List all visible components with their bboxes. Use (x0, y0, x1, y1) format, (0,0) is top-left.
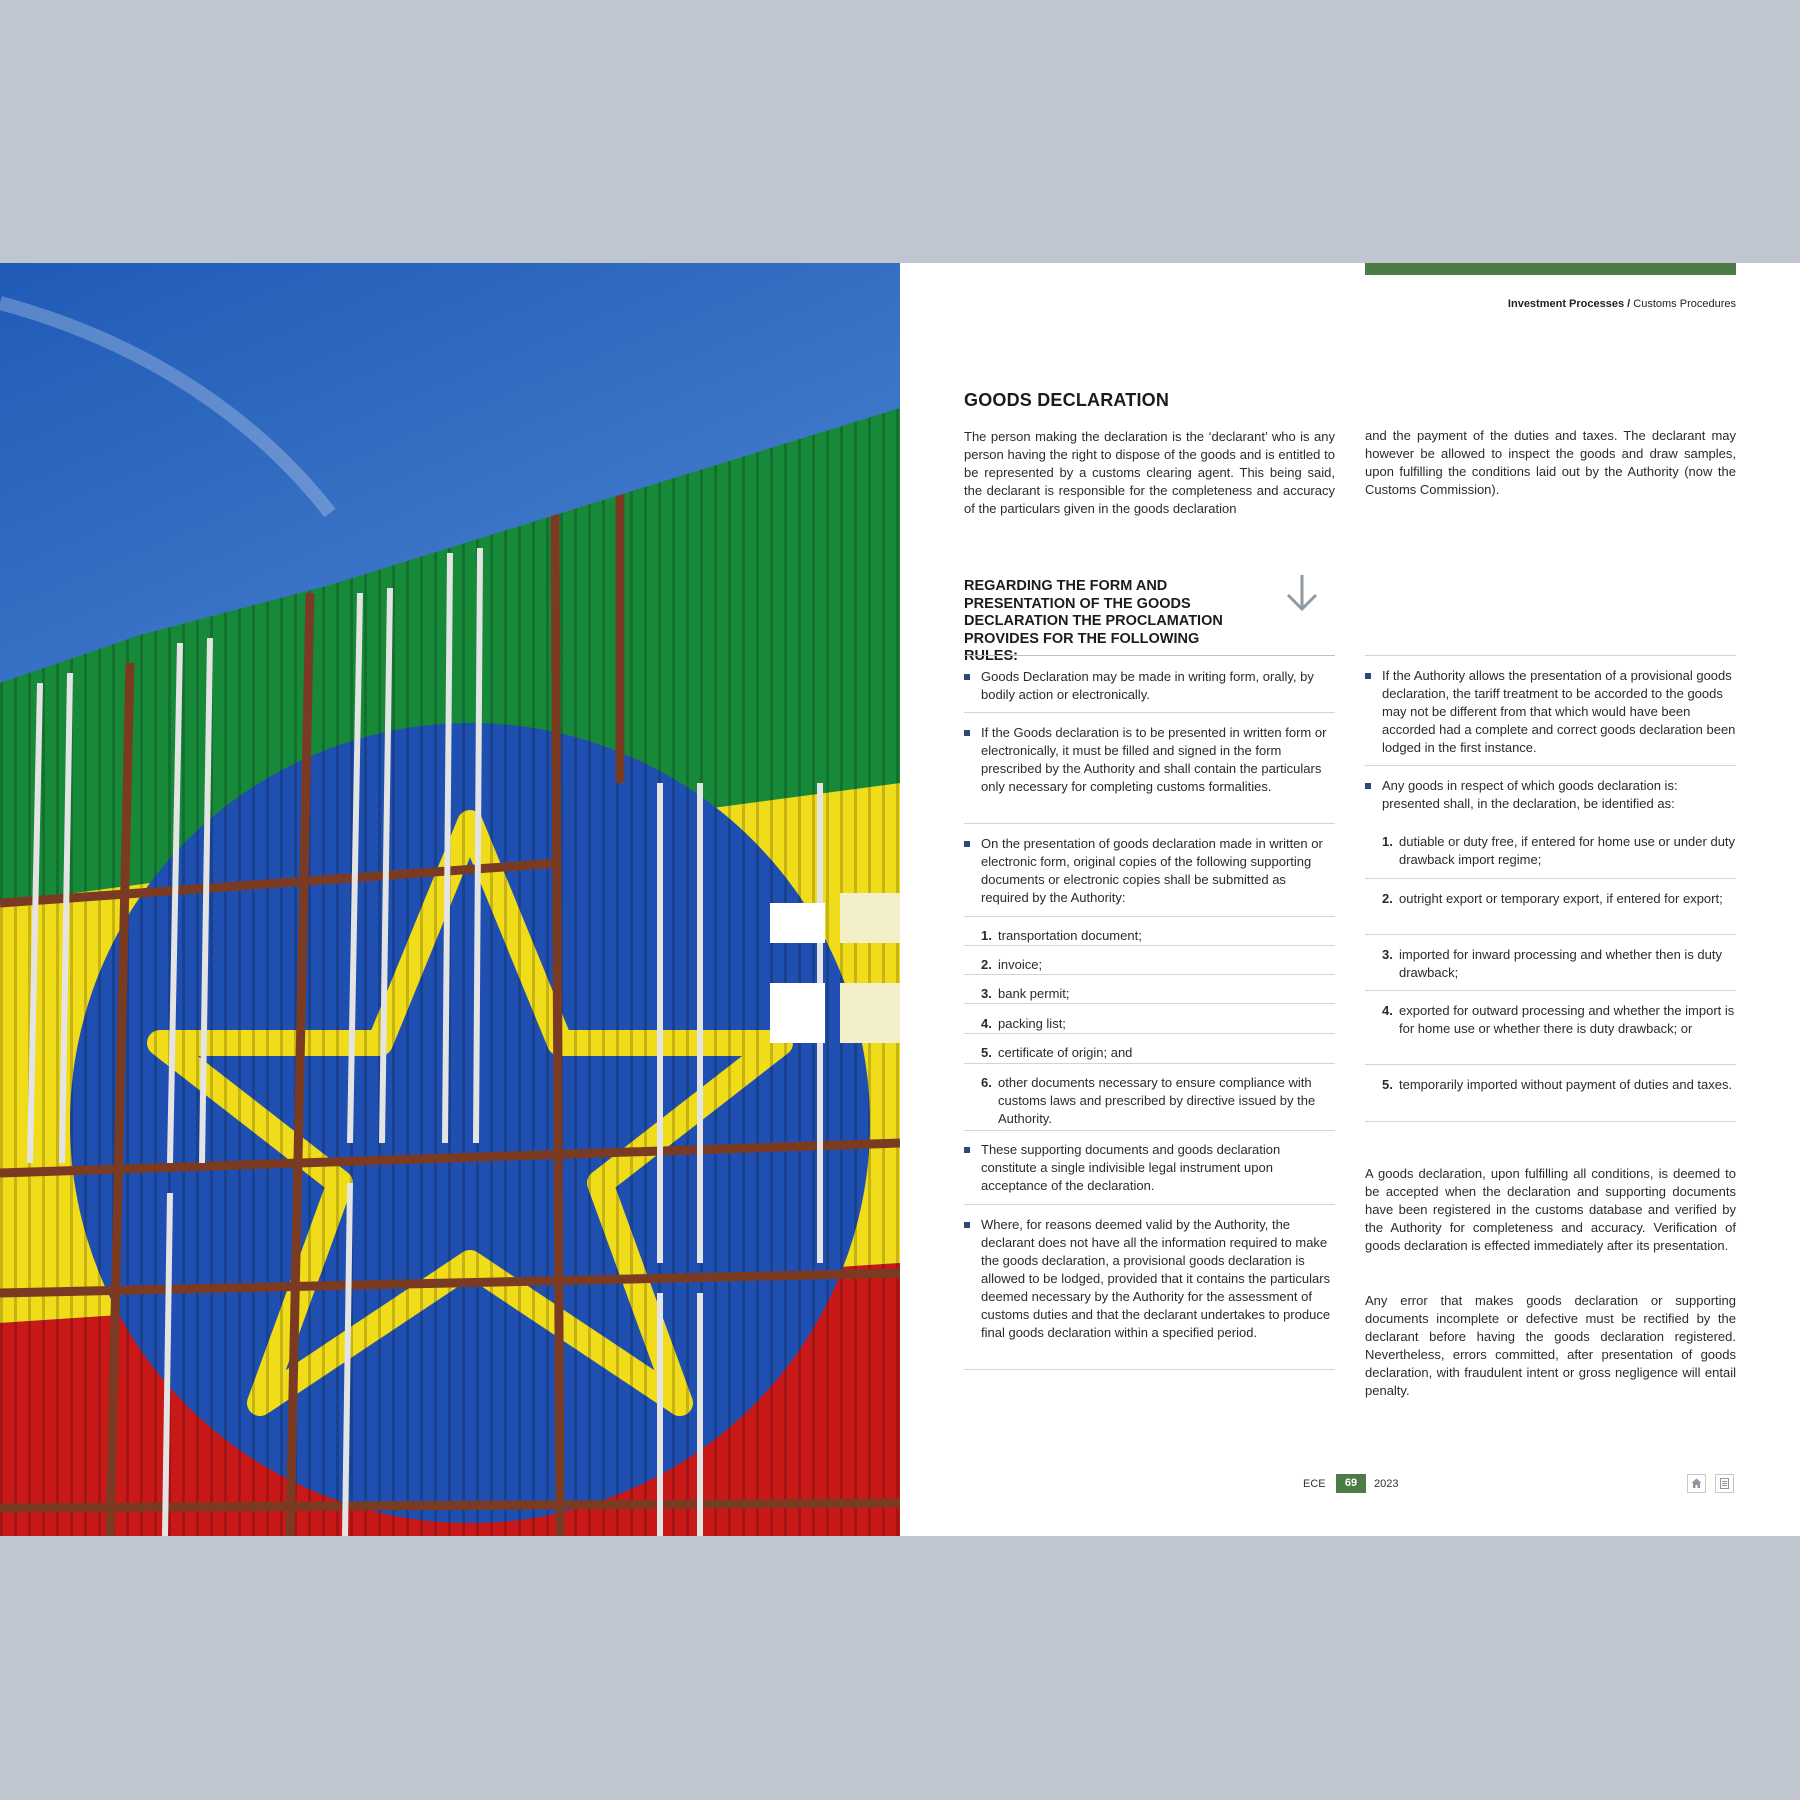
bullet-icon (964, 730, 970, 736)
page-number: 69 (1336, 1474, 1366, 1493)
bullet-icon (964, 841, 970, 847)
list-item (964, 1141, 1335, 1195)
list-item-text: Any goods in respect of which goods declaration is: presented shall, in the declaration, be identified as: (1382, 778, 1678, 811)
divider (1365, 1064, 1736, 1065)
divider (1365, 934, 1736, 935)
item-text: bank permit; (998, 986, 1070, 1001)
numbered-item (1365, 946, 1736, 982)
item-number: 6. (981, 1075, 992, 1090)
bullet-icon (1365, 783, 1371, 789)
list-item (1365, 667, 1736, 757)
divider (1365, 765, 1736, 766)
contents-button[interactable] (1715, 1474, 1734, 1493)
numbered-item (964, 927, 1335, 945)
closing-paragraph-1: A goods declaration, upon fulfilling all conditions, is deemed to be accepted when the declaration and supporting documents have been registered in the customs database and verified by the Authority for completeness and accuracy. Verification of goods declaration is effected immediately after its presentation. (1365, 1166, 1736, 1253)
item-text: imported for inward processing and whether then is duty drawback; (1399, 947, 1723, 980)
divider (964, 945, 1335, 946)
divider (964, 1003, 1335, 1004)
item-number: 3. (1382, 947, 1393, 962)
page-title: GOODS DECLARATION (964, 390, 1170, 410)
rules-subheading: REGARDING THE FORM AND PRESENTATION OF THE GOODS DECLARATION THE PROCLAMATION PROVIDES FOR THE FOLLOWING RULES: (964, 578, 1223, 664)
numbered-item (964, 1074, 1335, 1128)
rules-divider-left (964, 655, 1335, 656)
breadcrumb (1508, 298, 1736, 310)
arrow-down-icon (1284, 573, 1320, 613)
item-number: 1. (1382, 834, 1393, 849)
numbered-item (1365, 833, 1736, 869)
item-text: packing list; (998, 1016, 1066, 1031)
item-text: exported for outward processing and whether the import is for home use or whether there is duty drawback; or (1399, 1003, 1735, 1036)
divider (964, 1063, 1335, 1064)
numbered-item (964, 956, 1335, 974)
breadcrumb-page: Customs Procedures (1633, 298, 1736, 310)
footer-label: ECE (1303, 1478, 1326, 1490)
intro-left-paragraph: The person making the declaration is the ‘declarant’ who is any person having the right to dispose of the goods and is entitled to be represented by a customs clearing agent. This being said, the declarant is responsible for the completeness and accuracy of the particulars given in the goods declaration (964, 429, 1335, 516)
bullet-icon (1365, 673, 1371, 679)
list-item-text: If the Goods declaration is to be presented in written form or electronically, it must be filled and signed in the form prescribed by the Authority and shall contain the particulars only necessary for completing customs formalities. (981, 725, 1327, 794)
list-item-text: On the presentation of goods declaration made in written or electronic form, original copies of the following supporting documents or electronic copies shall be submitted as required by the Authority: (981, 836, 1323, 905)
numbered-item (1365, 1076, 1736, 1112)
numbered-item (1365, 1002, 1736, 1056)
item-text: certificate of origin; and (998, 1045, 1133, 1060)
list-item (964, 668, 1335, 704)
numbered-item (964, 985, 1335, 1003)
divider (1365, 990, 1736, 991)
item-text: other documents necessary to ensure compliance with customs laws and prescribed by directive issued by the Authority. (998, 1075, 1316, 1126)
divider (964, 1204, 1335, 1205)
numbered-item (1365, 890, 1736, 926)
contents-icon (1719, 1478, 1730, 1489)
list-item-text: These supporting documents and goods declaration constitute a single indivisible legal instrument upon acceptance of the declaration. (981, 1142, 1281, 1193)
item-number: 3. (981, 986, 992, 1001)
divider (964, 1369, 1335, 1370)
intro-right-paragraph: and the payment of the duties and taxes. The declarant may however be allowed to inspect the goods and draw samples, upon fulfilling the conditions laid out by the Authority (now the Customs Commission). (1365, 428, 1736, 497)
document-page (900, 263, 1800, 1536)
closing-paragraph-2: Any error that makes goods declaration or supporting documents incomplete or defective must be rectified by the declarant before having the goods declaration registered. Nevertheless, errors committed, after presentation of goods declaration, with fraudulent intent or gross negligence will entail penalty. (1365, 1293, 1736, 1398)
list-item (964, 724, 1335, 814)
containers-photo (0, 263, 900, 1536)
list-item-text: Where, for reasons deemed valid by the Authority, the declarant does not have all the information required to make the goods declaration, a provisional goods declaration is allowed to be lodged, provided that it contains the particulars deemed necessary by the Authority for the assessment of customs duties and that the declarant undertakes to produce final goods declaration within a specified period. (981, 1217, 1331, 1340)
item-number: 5. (981, 1045, 992, 1060)
list-item (1365, 777, 1736, 813)
magazine-spread (0, 263, 1800, 1536)
list-item (964, 835, 1335, 907)
rules-divider-right (1365, 655, 1736, 656)
breadcrumb-section[interactable]: Investment Processes / (1507, 298, 1631, 310)
divider (964, 1130, 1335, 1131)
bullet-icon (964, 1147, 970, 1153)
item-text: temporarily imported without payment of duties and taxes. (1399, 1077, 1733, 1092)
list-item-text: If the Authority allows the presentation of a provisional goods declaration, the tariff treatment to be accorded to the goods may not be different from that which would have been accorded had a complete and correct goods declaration been lodged in the first instance. (1382, 668, 1736, 755)
item-text: dutiable or duty free, if entered for home use or under duty drawback import regime; (1399, 834, 1736, 867)
divider (964, 823, 1335, 824)
footer-year: 2023 (1374, 1478, 1399, 1490)
item-text: invoice; (998, 957, 1043, 972)
item-text: transportation document; (998, 928, 1142, 943)
divider (964, 712, 1335, 713)
divider (964, 974, 1335, 975)
numbered-item (964, 1015, 1335, 1033)
item-number: 5. (1382, 1077, 1393, 1092)
divider (1365, 878, 1736, 879)
home-icon (1691, 1478, 1702, 1489)
item-number: 4. (1382, 1003, 1393, 1018)
item-text: outright export or temporary export, if entered for export; (1399, 891, 1723, 906)
list-item (964, 1216, 1335, 1360)
list-item-text: Goods Declaration may be made in writing form, orally, by bodily action or electronically. (981, 669, 1314, 702)
divider (964, 916, 1335, 917)
item-number: 4. (981, 1016, 992, 1031)
home-button[interactable] (1687, 1474, 1706, 1493)
divider (1365, 1121, 1736, 1122)
bullet-icon (964, 674, 970, 680)
item-number: 2. (1382, 891, 1393, 906)
bullet-icon (964, 1222, 970, 1228)
item-number: 2. (981, 957, 992, 972)
item-number: 1. (981, 928, 992, 943)
numbered-item (964, 1044, 1335, 1062)
divider (964, 1033, 1335, 1034)
header-accent-bar (1365, 263, 1736, 275)
